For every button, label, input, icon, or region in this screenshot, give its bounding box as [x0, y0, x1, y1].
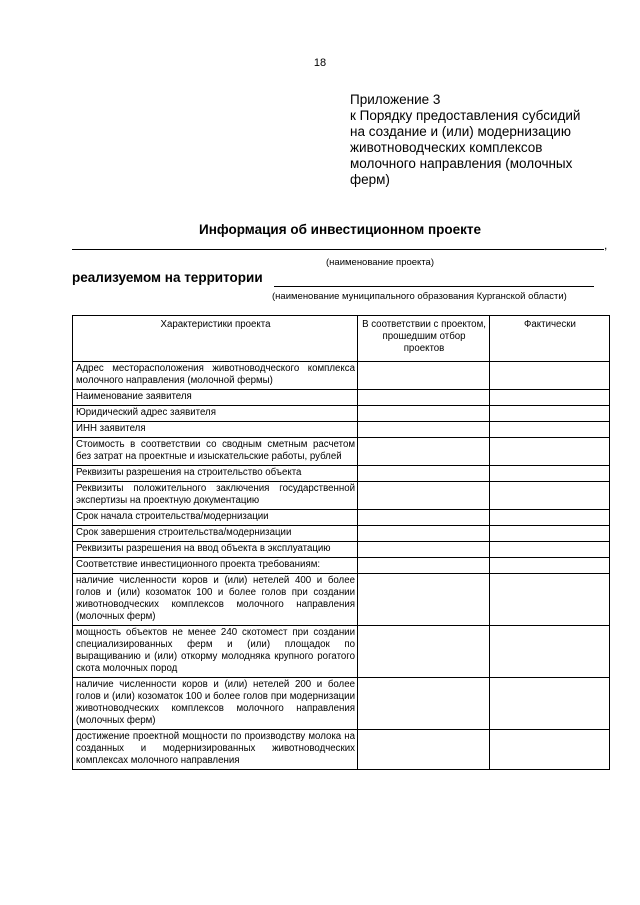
- project-name-line: [72, 249, 604, 250]
- document-title: Информация об инвестиционном проекте: [199, 222, 481, 237]
- municipality-caption: (наименование муниципального образования Курганской области): [272, 291, 567, 302]
- per-project-cell: [358, 422, 490, 438]
- per-project-cell: [358, 362, 490, 390]
- characteristic-cell: ИНН заявителя: [73, 422, 358, 438]
- characteristic-cell: наличие численности коров и (или) нетелей 200 и более голов и (или) козоматок 100 и более голов при модернизации животноводческих комплексов молочного направления (молочных ферм): [73, 678, 358, 730]
- actual-cell: [490, 422, 610, 438]
- per-project-cell: [358, 558, 490, 574]
- characteristic-cell: наличие численности коров и (или) нетелей 400 и более голов и (или) козоматок 100 и более голов при создании животноводческих комплексов молочного направления (молочных ферм): [73, 574, 358, 626]
- per-project-cell: [358, 466, 490, 482]
- per-project-cell: [358, 390, 490, 406]
- actual-cell: [490, 482, 610, 510]
- per-project-cell: [358, 438, 490, 466]
- characteristic-cell: достижение проектной мощности по производству молока на созданных и модернизированных животноводческих комплексах молочного направления: [73, 730, 358, 770]
- per-project-cell: [358, 510, 490, 526]
- table-row: [73, 390, 610, 406]
- actual-cell: [490, 510, 610, 526]
- per-project-cell: [358, 730, 490, 770]
- table-row: [73, 526, 610, 542]
- per-project-cell: [358, 678, 490, 730]
- appendix-line: ферм): [350, 172, 390, 187]
- characteristic-cell: Юридический адрес заявителя: [73, 406, 358, 422]
- table-row: [73, 466, 610, 482]
- actual-cell: [490, 390, 610, 406]
- actual-cell: [490, 678, 610, 730]
- table-row: [73, 626, 610, 678]
- header-actual: Фактически: [490, 316, 610, 362]
- characteristic-cell: Срок завершения строительства/модернизации: [73, 526, 358, 542]
- actual-cell: [490, 558, 610, 574]
- table-row: [73, 406, 610, 422]
- per-project-cell: [358, 574, 490, 626]
- table-header-row: [73, 316, 610, 362]
- appendix-line: на создание и (или) модернизацию: [350, 124, 571, 139]
- actual-cell: [490, 438, 610, 466]
- table-row: [73, 558, 610, 574]
- actual-cell: [490, 730, 610, 770]
- actual-cell: [490, 542, 610, 558]
- table-row: [73, 510, 610, 526]
- characteristic-cell: Реквизиты положительного заключения государственной экспертизы на проектную документацию: [73, 482, 358, 510]
- characteristic-cell: мощность объектов не менее 240 скотомест при создании специализированных ферм и (или) площадок по выращиванию и (или) откорму молодняка крупного рогатого скота молочных пород: [73, 626, 358, 678]
- table-row: [73, 438, 610, 466]
- actual-cell: [490, 466, 610, 482]
- per-project-cell: [358, 482, 490, 510]
- project-info-table: [72, 315, 610, 770]
- actual-cell: [490, 574, 610, 626]
- municipality-line: [274, 286, 594, 287]
- table-row: [73, 678, 610, 730]
- per-project-cell: [358, 626, 490, 678]
- project-name-caption: (наименование проекта): [326, 257, 434, 268]
- characteristic-cell: Реквизиты разрешения на строительство объекта: [73, 466, 358, 482]
- territory-label: реализуемом на территории: [72, 270, 263, 285]
- per-project-cell: [358, 526, 490, 542]
- actual-cell: [490, 406, 610, 422]
- characteristic-cell: Соответствие инвестиционного проекта требованиям:: [73, 558, 358, 574]
- header-characteristics: Характеристики проекта: [73, 316, 358, 362]
- actual-cell: [490, 362, 610, 390]
- appendix-line: животноводческих комплексов: [350, 140, 543, 155]
- appendix-title: Приложение 3: [350, 92, 441, 107]
- actual-cell: [490, 626, 610, 678]
- table-row: [73, 542, 610, 558]
- page-number: 18: [313, 57, 327, 69]
- actual-cell: [490, 526, 610, 542]
- table-row: [73, 362, 610, 390]
- per-project-cell: [358, 542, 490, 558]
- comma: ,: [604, 238, 608, 252]
- characteristic-cell: Наименование заявителя: [73, 390, 358, 406]
- appendix-line: молочного направления (молочных: [350, 156, 573, 171]
- per-project-cell: [358, 406, 490, 422]
- characteristic-cell: Стоимость в соответствии со сводным сметным расчетом без затрат на проектные и изыскательские работы, рублей: [73, 438, 358, 466]
- table-row: [73, 482, 610, 510]
- table-row: [73, 422, 610, 438]
- characteristic-cell: Срок начала строительства/модернизации: [73, 510, 358, 526]
- appendix-block: [350, 92, 605, 188]
- characteristic-cell: Адрес месторасположения животноводческого комплекса молочного направления (молочной фермы): [73, 362, 358, 390]
- table-row: [73, 574, 610, 626]
- header-per-project: В соответствии с проектом, прошедшим отбор проектов: [358, 316, 490, 362]
- appendix-line: к Порядку предоставления субсидий: [350, 108, 581, 123]
- characteristic-cell: Реквизиты разрешения на ввод объекта в эксплуатацию: [73, 542, 358, 558]
- table-row: [73, 730, 610, 770]
